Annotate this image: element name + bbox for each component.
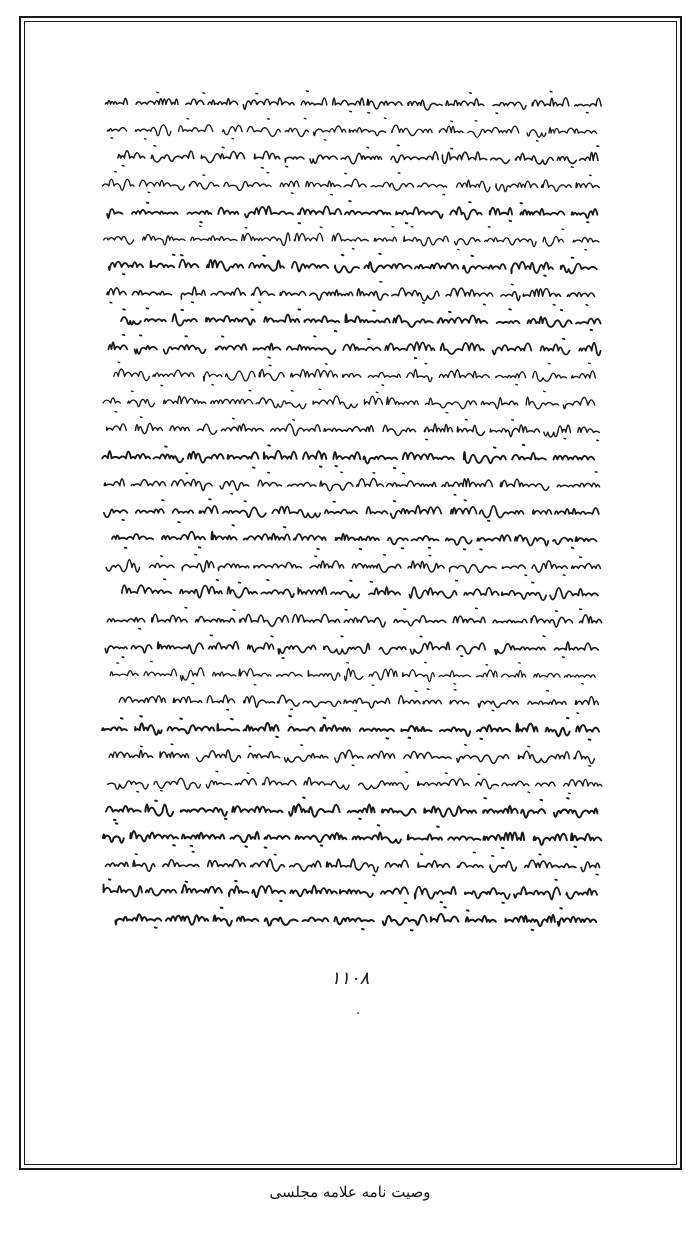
manuscript-line [102,716,599,740]
manuscript-stroke [109,335,601,359]
manuscript-date-text: ١١٠٨ [330,968,370,989]
manuscript-line [108,771,602,793]
manuscript-stroke [104,226,599,250]
handwritten-manuscript-image [96,88,606,938]
manuscript-stroke [103,172,600,195]
manuscript-line [107,201,597,223]
manuscript-line [109,744,594,766]
manuscript-line [110,661,595,685]
manuscript-stroke [119,689,598,713]
manuscript-stroke [109,254,597,276]
figure-caption: وصیت نامه علامه مجلسی [269,1183,431,1201]
manuscript-line [103,823,601,848]
ink-speck [357,1012,359,1014]
manuscript-line [109,335,601,359]
manuscript-stroke [106,852,600,876]
manuscript-line [112,525,597,550]
manuscript-stroke [112,525,597,550]
manuscript-line [109,254,597,276]
manuscript-line [107,608,601,630]
manuscript-line [104,226,599,250]
manuscript-line [114,362,596,385]
manuscript-stroke [110,661,595,685]
manuscript-line [102,445,594,469]
manuscript-stroke [104,879,598,903]
manuscript-stroke [103,389,595,413]
manuscript-stroke [109,744,594,766]
manuscript-stroke [107,201,597,223]
manuscript-stroke [121,308,600,331]
manuscript-line [106,852,600,876]
manuscript-stroke [103,823,601,848]
manuscript-stroke [102,716,599,740]
manuscript-line [105,91,601,114]
manuscript-stroke [122,579,598,600]
manuscript-stroke [108,771,602,793]
manuscript-line [106,554,600,575]
manuscript-line [107,282,595,306]
manuscript-stroke [107,608,601,630]
manuscript-line [118,145,599,168]
manuscript-line [104,472,599,495]
manuscript-stroke [106,798,597,821]
manuscript-date-line [250,962,450,992]
manuscript-line [104,879,598,903]
manuscript-line [119,689,598,713]
manuscript-stroke [105,91,601,114]
manuscript-line [122,579,598,600]
manuscript-stroke [107,118,596,141]
manuscript-line [105,635,598,658]
manuscript-stroke [118,145,599,168]
manuscript-stroke [116,907,597,930]
manuscript-line [116,907,597,930]
manuscript-line [107,118,596,141]
manuscript-line [107,417,600,441]
manuscript-stroke [105,635,598,658]
manuscript-line [121,308,600,331]
manuscript-stroke [106,554,600,575]
manuscript-stroke [104,472,599,495]
manuscript-line [103,389,595,413]
manuscript-stroke [107,282,595,306]
manuscript-stroke [107,417,600,441]
manuscript-line [103,172,600,195]
manuscript-stroke [104,499,599,522]
manuscript-line [106,798,597,821]
manuscript-stroke [102,445,594,469]
manuscript-line [104,499,599,522]
manuscript-stroke [114,362,596,385]
